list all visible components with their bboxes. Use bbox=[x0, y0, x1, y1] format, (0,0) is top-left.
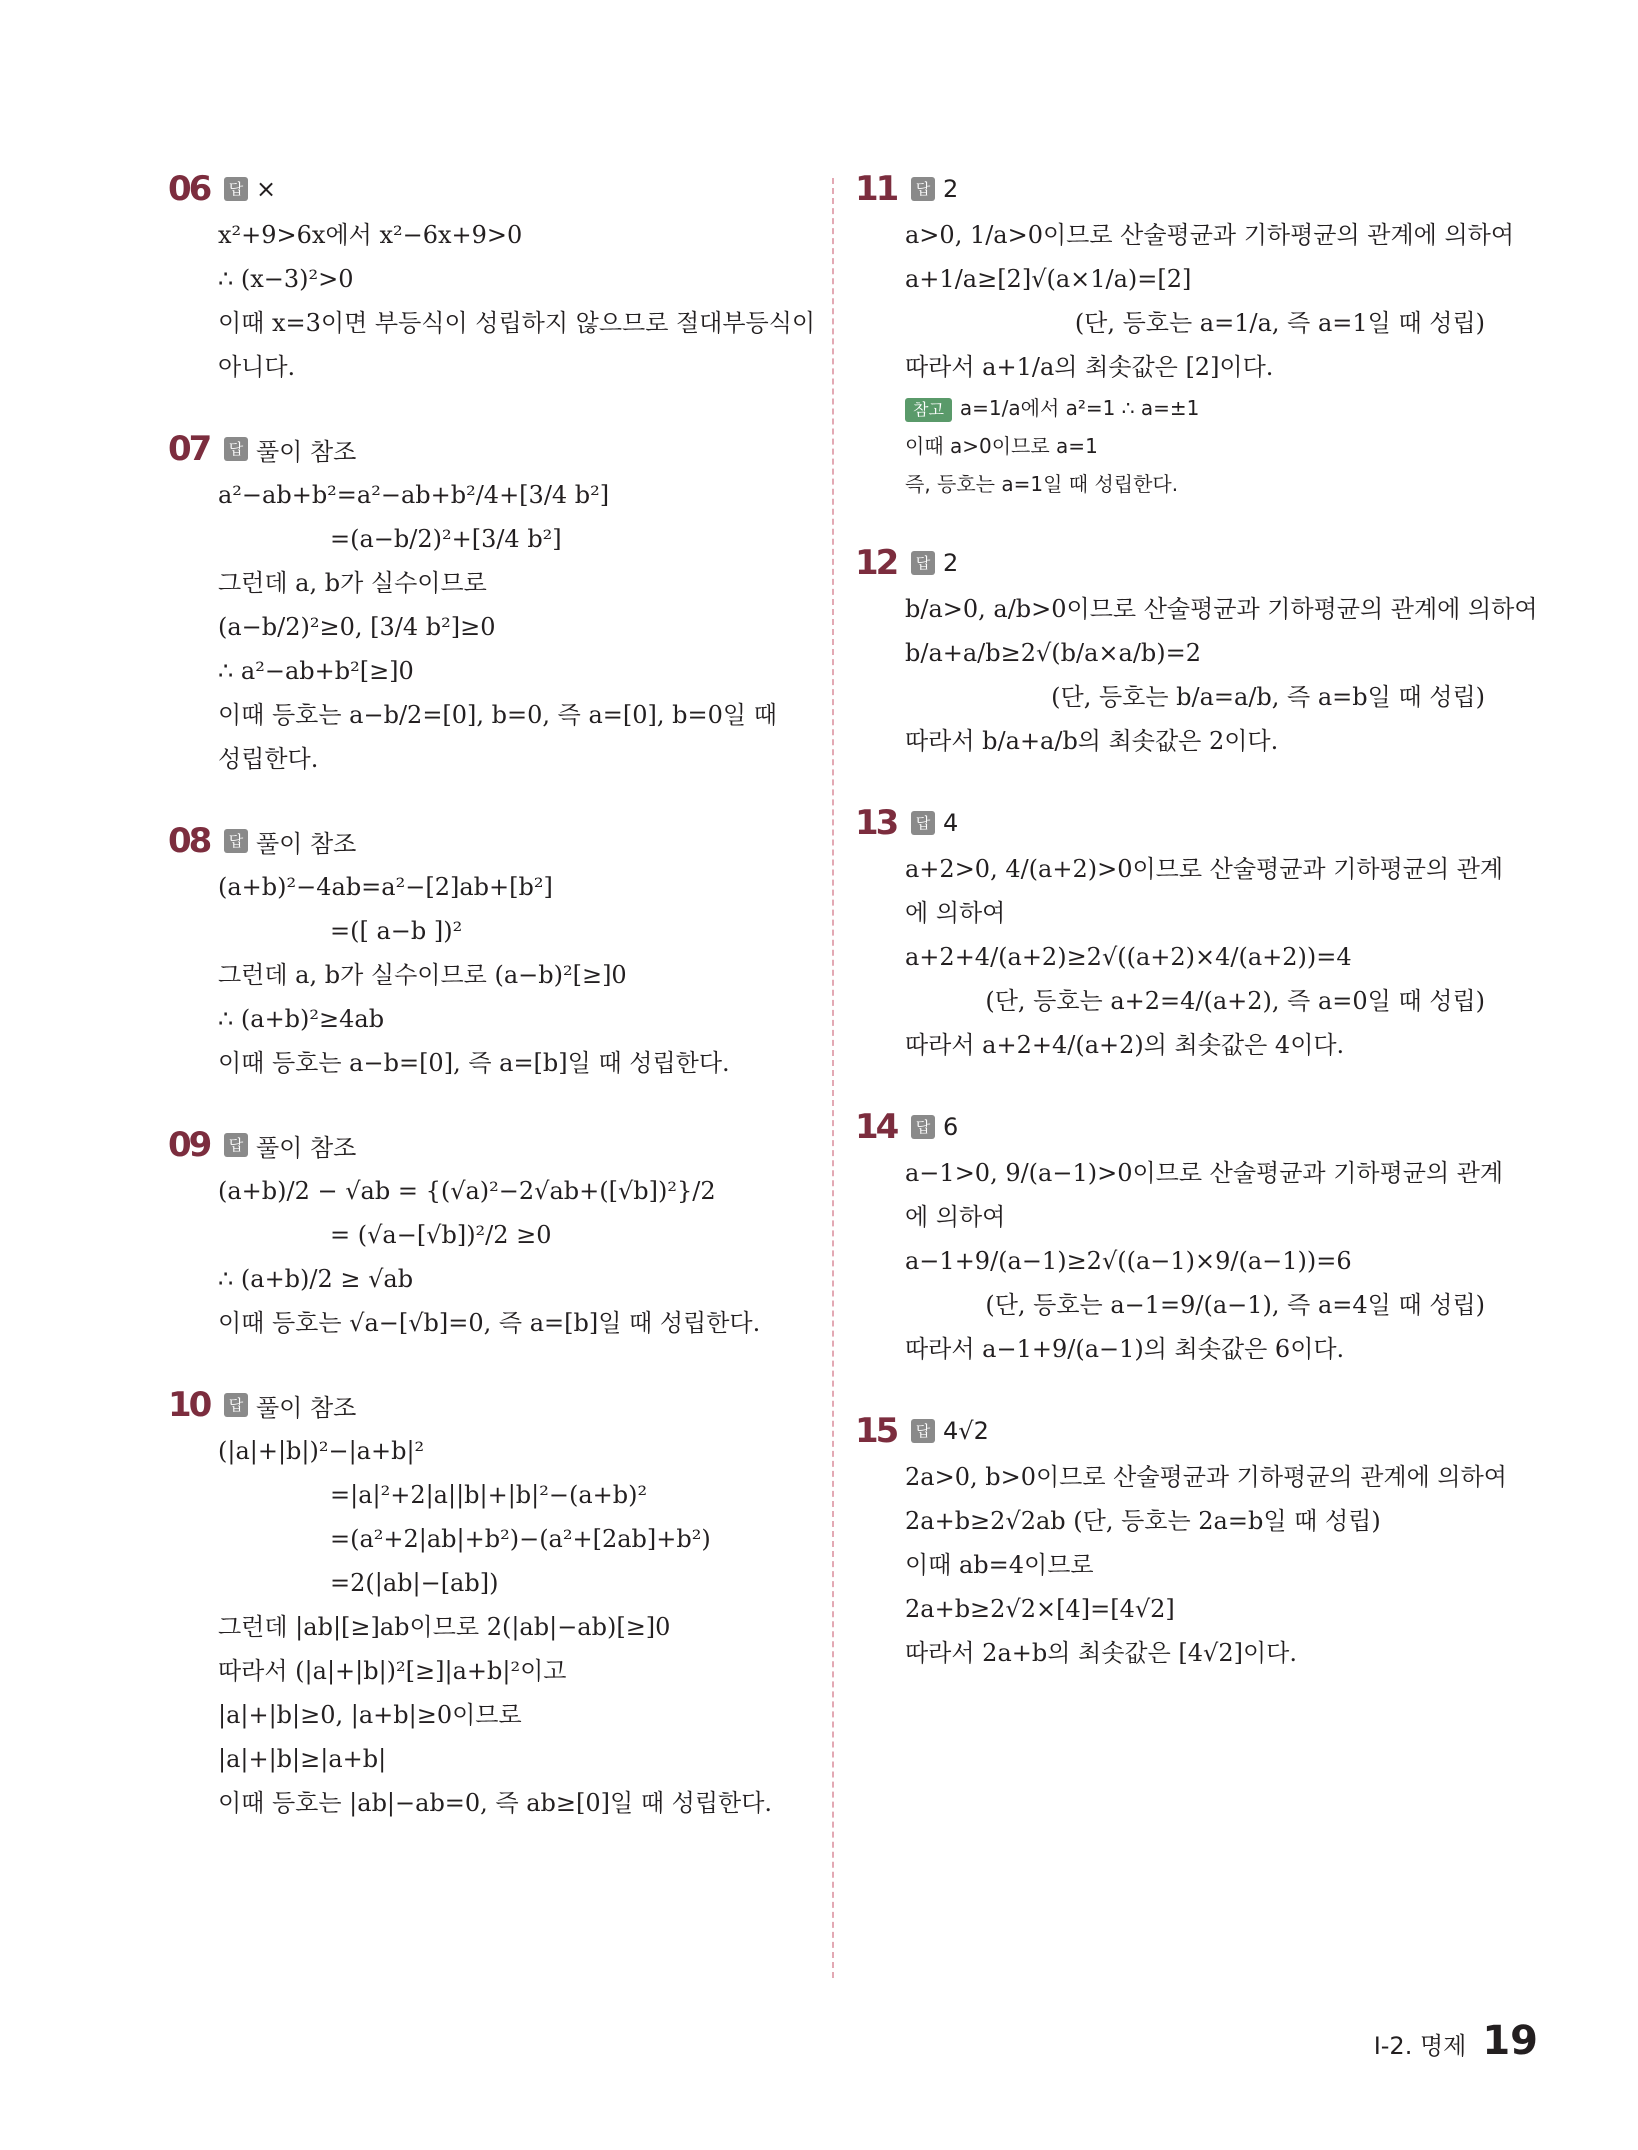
problem-10 bbox=[168, 1381, 808, 1825]
solution-line: 이때 ab=4이므로 bbox=[905, 1551, 1094, 1579]
answer-text: 풀이 참조 bbox=[256, 437, 357, 466]
problem-header bbox=[168, 425, 808, 473]
solution-line: (a−b/2)²≥0, [3/4 b²]≥0 bbox=[218, 613, 496, 641]
solution-line: (|a|+|b|)²−|a+b|² bbox=[218, 1437, 425, 1465]
solution-line: 아니다. bbox=[218, 353, 296, 381]
answer-text: 6 bbox=[943, 1113, 959, 1141]
solution-line: b/a+a/b≥2√(b/a×a/b)=2 bbox=[905, 639, 1202, 667]
answer-marker-icon: 답 bbox=[224, 1133, 248, 1157]
solution-line: a−1+9/(a−1)≥2√((a−1)×9/(a−1))=6 bbox=[905, 1247, 1352, 1275]
problem-14 bbox=[855, 1103, 1504, 1371]
solution-line: a+2>0, 4/(a+2)>0이므로 산술평균과 기하평균의 관계 bbox=[905, 855, 1504, 883]
reference-note-line bbox=[855, 465, 1495, 503]
solution-line: 성립한다. bbox=[218, 745, 319, 773]
problem-07 bbox=[168, 425, 808, 781]
solution-line: ∴ (a+b)/2 ≥ √ab bbox=[218, 1265, 414, 1293]
solution-line: b/a>0, a/b>0이므로 산술평균과 기하평균의 관계에 의하여 bbox=[905, 595, 1538, 623]
solution-line: =(a−b/2)²+[3/4 b²] bbox=[330, 525, 562, 553]
solution-line: a²−ab+b²=a²−ab+b²/4+[3/4 b²] bbox=[218, 481, 610, 509]
solution-line: 이때 등호는 a−b/2=[0], b=0, 즉 a=[0], b=0일 때 bbox=[218, 701, 777, 729]
page-number: 19 bbox=[1482, 2018, 1538, 2064]
solution-line: (단, 등호는 a−1=9/(a−1), 즉 a=4일 때 성립) bbox=[985, 1291, 1485, 1319]
reference-tag: 참고 bbox=[905, 398, 952, 422]
problem-number: 07 bbox=[168, 429, 210, 469]
problem-header bbox=[855, 1407, 1495, 1455]
problem-09 bbox=[168, 1121, 808, 1345]
solution-line: ∴ (x−3)²>0 bbox=[218, 265, 354, 293]
solution-line: a+1/a≥[2]√(a×1/a)=[2] bbox=[905, 265, 1192, 293]
solution-line: 에 의하여 bbox=[905, 899, 1006, 927]
problem-11 bbox=[855, 165, 1514, 503]
solution-line: 그런데 |ab|[≥]ab이므로 2(|ab|−ab)[≥]0 bbox=[218, 1613, 671, 1641]
reference-note-text: 즉, 등호는 a=1일 때 성립한다. bbox=[905, 472, 1179, 496]
answer-marker-icon: 답 bbox=[224, 829, 248, 853]
problem-header bbox=[168, 165, 808, 213]
solution-line: 따라서 2a+b의 최솟값은 [4√2]이다. bbox=[905, 1639, 1297, 1667]
answer-text: 풀이 참조 bbox=[256, 1133, 357, 1162]
answer-marker-icon: 답 bbox=[911, 177, 935, 201]
problem-number: 09 bbox=[168, 1125, 210, 1165]
problem-number: 15 bbox=[855, 1411, 897, 1451]
solution-line: =|a|²+2|a||b|+|b|²−(a+b)² bbox=[330, 1481, 648, 1509]
problem-header bbox=[855, 1103, 1495, 1151]
solution-line: |a|+|b|≥|a+b| bbox=[218, 1745, 387, 1773]
answer-text: 4 bbox=[943, 809, 959, 837]
solution-line: =(a²+2|ab|+b²)−(a²+[2ab]+b²) bbox=[330, 1525, 711, 1553]
reference-note-text: 이때 a>0이므로 a=1 bbox=[905, 434, 1098, 458]
solution-line: ∴ (a+b)²≥4ab bbox=[218, 1005, 385, 1033]
solution-line: |a|+|b|≥0, |a+b|≥0이므로 bbox=[218, 1701, 522, 1729]
right-column bbox=[855, 165, 1538, 1711]
page-footer bbox=[1374, 2018, 1538, 2064]
solution-line: (단, 등호는 b/a=a/b, 즉 a=b일 때 성립) bbox=[1051, 683, 1485, 711]
solution-line: a>0, 1/a>0이므로 산술평균과 기하평균의 관계에 의하여 bbox=[905, 221, 1514, 249]
problem-header bbox=[168, 817, 808, 865]
solution-line: (단, 등호는 a+2=4/(a+2), 즉 a=0일 때 성립) bbox=[985, 987, 1485, 1015]
solution-line: 2a>0, b>0이므로 산술평균과 기하평균의 관계에 의하여 bbox=[905, 1463, 1507, 1491]
problem-number: 14 bbox=[855, 1107, 897, 1147]
solution-line: 따라서 a+1/a의 최솟값은 [2]이다. bbox=[905, 353, 1274, 381]
reference-note-line bbox=[855, 389, 1495, 427]
answer-marker-icon: 답 bbox=[911, 811, 935, 835]
solution-line: 에 의하여 bbox=[905, 1203, 1006, 1231]
solution-line: ∴ a²−ab+b²[≥]0 bbox=[218, 657, 414, 685]
problem-number: 08 bbox=[168, 821, 210, 861]
problem-number: 06 bbox=[168, 169, 210, 209]
problem-13 bbox=[855, 799, 1504, 1067]
answer-text: 풀이 참조 bbox=[256, 829, 357, 858]
problem-header bbox=[168, 1381, 808, 1429]
section-label: Ⅰ-2. 명제 bbox=[1373, 2032, 1467, 2060]
solution-line: 그런데 a, b가 실수이므로 (a−b)²[≥]0 bbox=[218, 961, 627, 989]
answer-marker-icon: 답 bbox=[224, 1393, 248, 1417]
solution-line: 2a+b≥2√2ab (단, 등호는 2a=b일 때 성립) bbox=[905, 1507, 1381, 1535]
solution-line: x²+9>6x에서 x²−6x+9>0 bbox=[218, 221, 523, 249]
problem-number: 10 bbox=[168, 1385, 210, 1425]
problem-15 bbox=[855, 1407, 1507, 1675]
problem-12 bbox=[855, 539, 1538, 763]
solution-line: 이때 등호는 √a−[√b]=0, 즉 a=[b]일 때 성립한다. bbox=[218, 1309, 761, 1337]
problem-header bbox=[855, 539, 1495, 587]
answer-text: 풀이 참조 bbox=[256, 1393, 357, 1422]
solution-line: 2a+b≥2√2×[4]=[4√2] bbox=[905, 1595, 1175, 1623]
solution-line: 이때 등호는 a−b=[0], 즉 a=[b]일 때 성립한다. bbox=[218, 1049, 730, 1077]
answer-text: × bbox=[256, 175, 277, 203]
solution-line: (a+b)²−4ab=a²−[2]ab+[b²] bbox=[218, 873, 553, 901]
problem-06 bbox=[168, 165, 816, 389]
solution-line: = (√a−[√b])²/2 ≥0 bbox=[330, 1221, 552, 1249]
problem-number: 12 bbox=[855, 543, 897, 583]
solution-line: =2(|ab|−[ab]) bbox=[330, 1569, 499, 1597]
solution-line: 따라서 a+2+4/(a+2)의 최솟값은 4이다. bbox=[905, 1031, 1345, 1059]
problem-number: 11 bbox=[855, 169, 897, 209]
answer-text: 2 bbox=[943, 549, 959, 577]
solution-line: a−1>0, 9/(a−1)>0이므로 산술평균과 기하평균의 관계 bbox=[905, 1159, 1504, 1187]
answer-marker-icon: 답 bbox=[224, 177, 248, 201]
problem-08 bbox=[168, 817, 808, 1085]
answer-marker-icon: 답 bbox=[224, 437, 248, 461]
reference-note-text: a=1/a에서 a²=1 ∴ a=±1 bbox=[959, 396, 1200, 420]
solution-line: 따라서 a−1+9/(a−1)의 최솟값은 6이다. bbox=[905, 1335, 1345, 1363]
solution-line: =([ a−b ])² bbox=[330, 917, 463, 945]
problem-header bbox=[855, 799, 1495, 847]
solution-line: 그런데 a, b가 실수이므로 bbox=[218, 569, 487, 597]
answer-text: 2 bbox=[943, 175, 959, 203]
problem-header bbox=[855, 165, 1495, 213]
reference-note-line bbox=[855, 427, 1495, 465]
solution-line: (a+b)/2 − √ab = {(√a)²−2√ab+([√b])²}/2 bbox=[218, 1177, 716, 1205]
column-divider bbox=[832, 178, 834, 1978]
solution-line: 따라서 (|a|+|b|)²[≥]|a+b|²이고 bbox=[218, 1657, 567, 1685]
solution-line: 따라서 b/a+a/b의 최솟값은 2이다. bbox=[905, 727, 1279, 755]
solution-line: (단, 등호는 a=1/a, 즉 a=1일 때 성립) bbox=[1074, 309, 1485, 337]
solution-line: a+2+4/(a+2)≥2√((a+2)×4/(a+2))=4 bbox=[905, 943, 1352, 971]
problem-header bbox=[168, 1121, 808, 1169]
solution-line: 이때 등호는 |ab|−ab=0, 즉 ab≥[0]일 때 성립한다. bbox=[218, 1789, 773, 1817]
solution-line: 이때 x=3이면 부등식이 성립하지 않으므로 절대부등식이 bbox=[218, 309, 816, 337]
answer-text: 4√2 bbox=[943, 1417, 989, 1445]
answer-marker-icon: 답 bbox=[911, 1115, 935, 1139]
left-column bbox=[168, 165, 816, 1861]
answer-marker-icon: 답 bbox=[911, 1419, 935, 1443]
problem-number: 13 bbox=[855, 803, 897, 843]
answer-marker-icon: 답 bbox=[911, 551, 935, 575]
